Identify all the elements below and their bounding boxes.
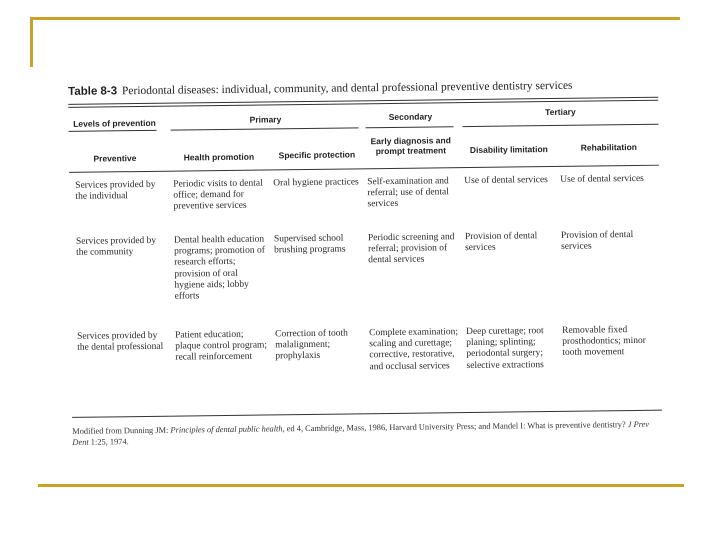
bottom-rule (72, 410, 662, 418)
footnote-book: Principles of dental public health, (170, 424, 285, 435)
header-preventive: Preventive (93, 153, 137, 164)
header-specific-protection: Specific protection (278, 149, 356, 161)
header-primary: Primary (249, 114, 282, 125)
left-accent-line (30, 17, 33, 67)
header-health-promotion: Health promotion (183, 151, 255, 163)
table-footnote (72, 419, 667, 448)
row-professional-disability-limitation: Deep curettage; root planing; splinting; periodontal surgery; selective extractions (466, 326, 544, 371)
header-early-diagnosis: Early diagnosis and prompt treatment (370, 135, 451, 157)
row-professional-label: Services provided by the dental professional (77, 330, 164, 354)
scanned-table-image (60, 75, 671, 460)
row-individual-specific-protection: Oral hygiene practices (273, 177, 359, 189)
row-community-specific-protection: Supervised school brushing programs (273, 233, 346, 256)
secondary-rule (366, 126, 454, 128)
levels-rule (69, 130, 157, 132)
row-individual-disability-limitation: Use of dental services (464, 175, 548, 187)
table-caption (68, 80, 573, 98)
row-individual-early-diagnosis: Self-examination and referral; use of dental services (367, 176, 449, 210)
row-individual-rehabilitation: Use of dental services (560, 173, 644, 185)
row-professional-rehabilitation: Removable fixed prosthodontics; minor tooth movement (562, 325, 646, 359)
footnote-cite: 1:25, 1974. (90, 437, 129, 447)
row-individual-label: Services provided by the individual (75, 179, 156, 203)
header-rule (69, 165, 659, 173)
row-community-label: Services provided by the community (75, 235, 157, 259)
tertiary-rule (463, 124, 659, 127)
row-community-early-diagnosis: Periodic screening and referral; provision of dental services (367, 232, 455, 266)
primary-rule (171, 127, 359, 130)
header-secondary: Secondary (388, 111, 433, 122)
header-levels-of-prevention: Levels of prevention (73, 117, 156, 129)
row-community-health-promotion: Dental health education programs; promotion of research efforts; provision of oral hygiene aids; lobby efforts (173, 234, 265, 302)
footnote-pre: Modified from Dunning JM: (72, 425, 169, 436)
row-community-disability-limitation: Provision of dental services (464, 231, 538, 254)
row-professional-early-diagnosis: Complete examination; scaling and curettage; corrective, restorative, and occlusal services (369, 327, 459, 372)
footnote-journal: J Prev Dent (72, 419, 650, 447)
row-professional-specific-protection: Correction of tooth malalignment; prophylaxis (275, 328, 348, 362)
header-rehabilitation: Rehabilitation (580, 141, 637, 153)
header-tertiary: Tertiary (545, 106, 576, 118)
header-disability-limitation: Disability limitation (469, 144, 548, 155)
top-accent-line (30, 17, 680, 20)
row-individual-health-promotion: Periodic visits to dental office; demand for preventive services (173, 178, 263, 213)
row-professional-health-promotion: Patient education; plaque control program; recall reinforcement (175, 329, 268, 364)
table-number: Table 8-3 (68, 85, 118, 98)
footnote-mid: ed 4, Cambridge, Mass, 1986, Harvard University Press; and Mandel I: What is preventive dentistry? (286, 420, 626, 434)
row-community-rehabilitation: Provision of dental services (560, 230, 634, 253)
table-title: Periodontal diseases: individual, community, and dental professional preventive dentistry services (121, 79, 573, 98)
bottom-accent-line (38, 484, 684, 487)
